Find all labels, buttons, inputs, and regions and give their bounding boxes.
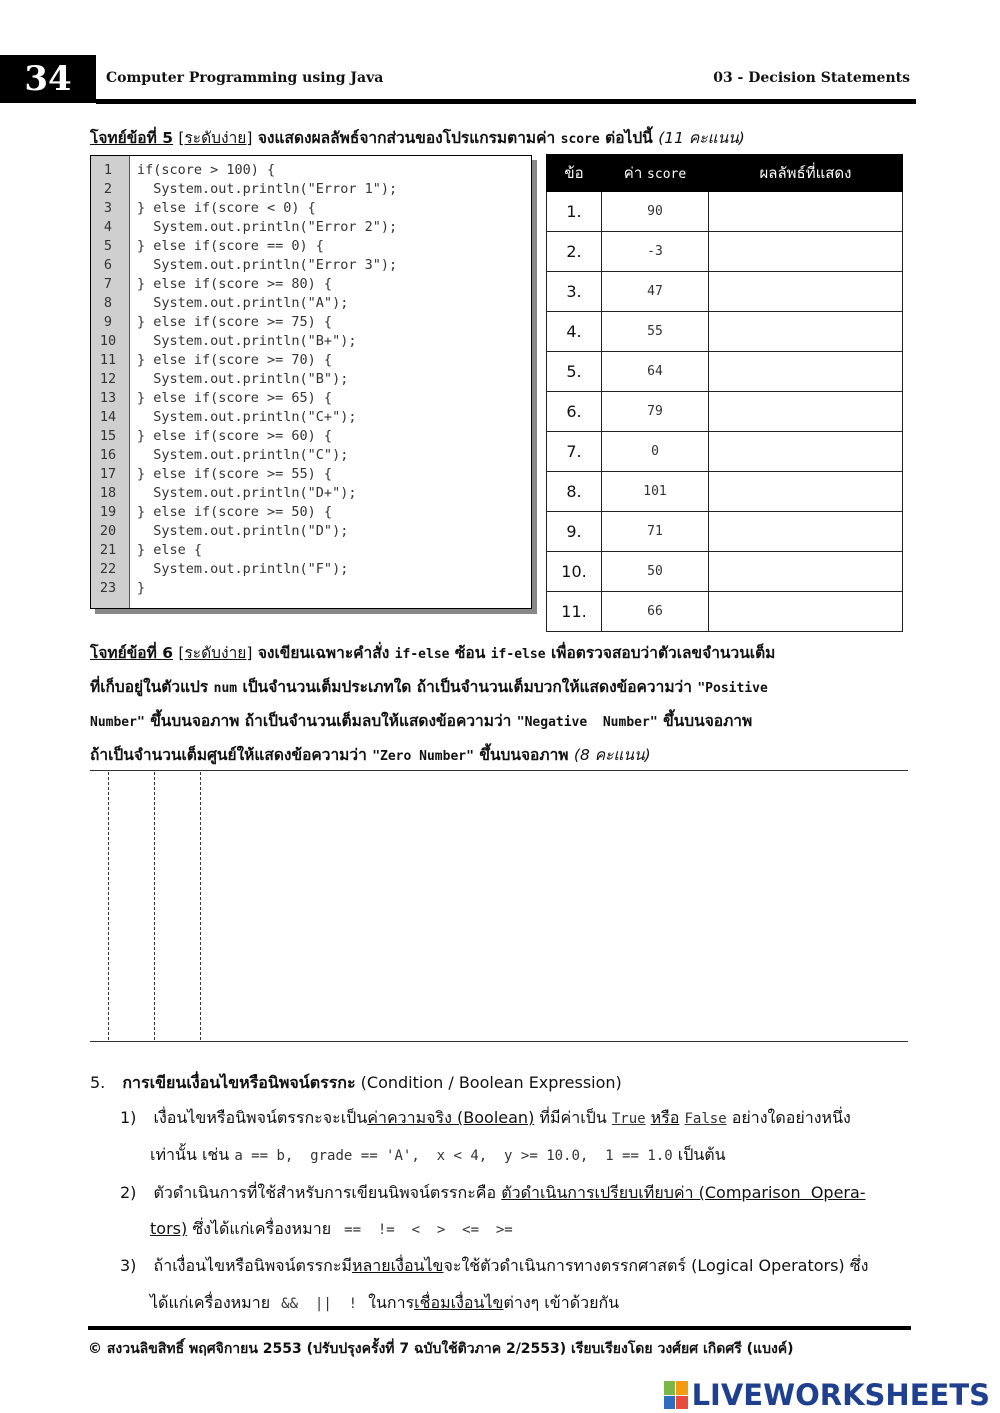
q5-label: โจทย์ข้อที่ 5 (90, 129, 174, 147)
line-number: 13 (99, 390, 117, 406)
q5-var: score (560, 132, 600, 147)
item-3-line-1 (120, 1254, 868, 1279)
liveworksheets-logo[interactable] (664, 1378, 990, 1412)
col-score-var: score (647, 167, 687, 182)
q6-line-2 (90, 674, 768, 699)
table-row (547, 312, 903, 352)
q6-code: "Negative Number" (516, 715, 658, 730)
table-row (547, 232, 903, 272)
line-number: 16 (99, 447, 117, 463)
q6-text: ขึ้นบนจอภาพ (663, 712, 753, 730)
score-value: 79 (602, 392, 709, 432)
book-title: Computer Programming using Java (106, 70, 384, 86)
code-text: System.out.println("B+"); (137, 333, 357, 349)
output-answer-cell[interactable] (709, 352, 903, 392)
item-1-line-2 (150, 1143, 726, 1168)
code-text: System.out.println("D"); (137, 523, 349, 539)
col-output: ผลลัพธ์ที่แสดง (709, 155, 903, 192)
table-row (547, 592, 903, 632)
code-text: System.out.println("Error 1"); (137, 181, 398, 197)
item-text-underlined: ตัวดำเนินการเปรียบเทียบค่า (Comparison Opera- (501, 1183, 866, 1202)
item-text: ตัวดำเนินการที่ใช้สำหรับการเขียนนิพจน์ตรรกะคือ (153, 1183, 497, 1202)
line-number: 20 (99, 523, 117, 539)
line-number: 14 (99, 409, 117, 425)
line-number: 18 (99, 485, 117, 501)
item-number: 1) (120, 1108, 137, 1127)
line-number: 12 (99, 371, 117, 387)
logo-square (664, 1396, 676, 1410)
item-code: False (684, 1111, 727, 1127)
code-line (91, 313, 531, 332)
answer-table (546, 154, 903, 632)
code-text: System.out.println("Error 3"); (137, 257, 398, 273)
code-text: } else { (137, 542, 203, 558)
code-text: } else if(score >= 60) { (137, 428, 333, 444)
code-line (91, 180, 531, 199)
code-line (91, 275, 531, 294)
section-title: การเขียนเงื่อนไขหรือนิพจน์ตรรกะ (122, 1073, 356, 1092)
item-1-line-1 (120, 1106, 851, 1131)
output-answer-cell[interactable] (709, 512, 903, 552)
logo-text: LIVEWORKSHEETS (691, 1378, 990, 1412)
code-line (91, 427, 531, 446)
item-text: เงื่อนไขหรือนิพจน์ตรรกะจะเป็น (153, 1108, 368, 1127)
col-score-prefix: ค่า (623, 164, 643, 182)
code-line (91, 294, 531, 313)
output-answer-cell[interactable] (709, 552, 903, 592)
item-code: && || ! (281, 1296, 358, 1312)
output-answer-cell[interactable] (709, 192, 903, 232)
code-line (91, 332, 531, 351)
footer-copyright: © สงวนลิขสิทธิ์ พฤศจิกายน 2553 (ปรับปรุงครั้งที่ 7 ฉบับใช้ติวภาค 2/2553) เรียบเรียงโดย วงศ์ยศ เกิดศรี (แบงค์) (88, 1341, 794, 1357)
code-line (91, 465, 531, 484)
table-row (547, 192, 903, 232)
item-code: a == b, grade == 'A', x < 4, y >= 10.0, 1 == 1.0 (234, 1148, 673, 1164)
q6-code: if-else (394, 647, 450, 662)
footer-rule (88, 1326, 911, 1330)
table-row (547, 352, 903, 392)
score-value: -3 (602, 232, 709, 272)
table-row (547, 272, 903, 312)
item-text-underlined: เชื่อมเงื่อนไข (414, 1293, 504, 1312)
q6-text: ถ้าเป็นจำนวนเต็มศูนย์ให้แสดงข้อความว่า (90, 746, 367, 764)
row-number: 6. (547, 392, 602, 432)
row-number: 7. (547, 432, 602, 472)
code-text: } else if(score < 0) { (137, 200, 316, 216)
row-number: 10. (547, 552, 602, 592)
code-line (91, 408, 531, 427)
output-answer-cell[interactable] (709, 392, 903, 432)
code-text: System.out.println("Error 2"); (137, 219, 398, 235)
line-number: 22 (99, 561, 117, 577)
q6-level: [ระดับง่าย] (178, 644, 253, 662)
q6-answer-area[interactable] (210, 776, 900, 1036)
section-title-en: (Condition / Boolean Expression) (360, 1073, 622, 1092)
code-line (91, 484, 531, 503)
line-number: 15 (99, 428, 117, 444)
item-text: ได้แก่เครื่องหมาย (150, 1293, 271, 1312)
header-rule (96, 99, 916, 104)
item-text-underlined: ค่าความจริง (Boolean) (367, 1108, 535, 1127)
line-number: 10 (99, 333, 117, 349)
q6-text: เพื่อตรวจสอบว่าตัวเลขจำนวนเต็ม (550, 644, 776, 662)
output-answer-cell[interactable] (709, 592, 903, 632)
output-answer-cell[interactable] (709, 432, 903, 472)
q6-line-1 (90, 640, 775, 665)
score-value: 50 (602, 552, 709, 592)
q6-label: โจทย์ข้อที่ 6 (90, 644, 174, 662)
output-answer-cell[interactable] (709, 272, 903, 312)
logo-square (664, 1381, 676, 1395)
q5-level: [ระดับง่าย] (178, 129, 253, 147)
answer-area-bottom-rule (90, 1041, 908, 1042)
row-number: 1. (547, 192, 602, 232)
item-number: 2) (120, 1183, 137, 1202)
item-number: 3) (120, 1256, 137, 1275)
row-number: 5. (547, 352, 602, 392)
line-number: 8 (103, 295, 113, 311)
code-line (91, 161, 531, 180)
page-number: 34 (0, 55, 96, 103)
col-score (602, 155, 709, 192)
table-row (547, 432, 903, 472)
code-line (91, 446, 531, 465)
item-2-line-1 (120, 1181, 866, 1206)
line-number: 17 (99, 466, 117, 482)
row-number: 3. (547, 272, 602, 312)
q6-code: num (213, 681, 238, 696)
indent-guide (108, 772, 109, 1040)
line-number: 21 (99, 542, 117, 558)
score-value: 66 (602, 592, 709, 632)
item-text: ที่มีค่าเป็น (539, 1108, 607, 1127)
indent-guide (154, 772, 155, 1040)
q6-code: Number" (90, 715, 145, 730)
item-text: ซึ่งได้แก่เครื่องหมาย (192, 1219, 332, 1238)
code-line (91, 503, 531, 522)
q5-text: จงแสดงผลลัพธ์จากส่วนของโปรแกรมตามค่า (257, 129, 556, 147)
code-line (91, 560, 531, 579)
item-text: อย่างใดอย่างหนึ่ง (731, 1108, 851, 1127)
code-text: System.out.println("C+"); (137, 409, 357, 425)
item-text-underlined: หรือ (650, 1108, 680, 1127)
answer-area-top-rule (90, 770, 908, 771)
q6-text: เป็นจำนวนเต็มประเภทใด ถ้าเป็นจำนวนเต็มบวกให้แสดงข้อความว่า (242, 678, 692, 696)
code-text: } else if(score >= 80) { (137, 276, 333, 292)
code-text: System.out.println("A"); (137, 295, 349, 311)
q5-text2: ต่อไปนี้ (605, 129, 653, 147)
q6-code: "Zero Number" (372, 749, 474, 764)
code-line (91, 389, 531, 408)
item-3-line-2 (150, 1291, 619, 1316)
output-answer-cell[interactable] (709, 232, 903, 272)
code-text: } else if(score >= 65) { (137, 390, 333, 406)
code-text: System.out.println("D+"); (137, 485, 357, 501)
output-answer-cell[interactable] (709, 312, 903, 352)
item-2-line-2 (150, 1217, 513, 1242)
q5-prompt (90, 125, 745, 150)
line-number: 19 (99, 504, 117, 520)
code-line (91, 218, 531, 237)
section-5-heading (90, 1071, 622, 1096)
item-code: True (611, 1111, 646, 1127)
table-row (547, 552, 903, 592)
liveworksheets-icon (664, 1381, 688, 1409)
item-text-underlined: หลายเงื่อนไข (351, 1256, 444, 1275)
item-text-underlined: tors) (150, 1219, 188, 1238)
code-line (91, 370, 531, 389)
q6-code: "Positive (697, 681, 768, 696)
code-text: } else if(score >= 50) { (137, 504, 333, 520)
logo-square (676, 1396, 688, 1410)
line-number: 6 (103, 257, 113, 273)
score-value: 47 (602, 272, 709, 312)
line-number: 9 (103, 314, 113, 330)
q5-points: (11 คะแนน) (658, 129, 745, 147)
row-number: 8. (547, 472, 602, 512)
line-number: 1 (103, 162, 113, 178)
q6-text: จงเขียนเฉพาะคำสั่ง (257, 644, 390, 662)
code-text: } else if(score >= 75) { (137, 314, 333, 330)
code-line (91, 541, 531, 560)
code-line (91, 256, 531, 275)
q6-text: ขึ้นบนจอภาพ ถ้าเป็นจำนวนเต็มลบให้แสดงข้อความว่า (150, 712, 512, 730)
item-code: == != < > <= >= (344, 1222, 513, 1238)
output-answer-cell[interactable] (709, 472, 903, 512)
item-text: เป็นต้น (677, 1145, 726, 1164)
row-number: 2. (547, 232, 602, 272)
code-line (91, 579, 531, 598)
code-text: } else if(score >= 70) { (137, 352, 333, 368)
score-value: 101 (602, 472, 709, 512)
q6-line-3 (90, 708, 752, 733)
indent-guide (200, 772, 201, 1040)
score-value: 0 (602, 432, 709, 472)
code-text: System.out.println("C"); (137, 447, 349, 463)
row-number: 11. (547, 592, 602, 632)
code-text: System.out.println("F"); (137, 561, 349, 577)
q6-code: if-else (490, 647, 546, 662)
code-text: if(score > 100) { (137, 162, 276, 178)
table-row (547, 472, 903, 512)
item-text: เท่านั้น เช่น (150, 1145, 230, 1164)
score-value: 64 (602, 352, 709, 392)
row-number: 9. (547, 512, 602, 552)
code-line (91, 522, 531, 541)
table-row (547, 512, 903, 552)
code-line (91, 199, 531, 218)
code-text: } (137, 580, 146, 596)
logo-square (676, 1381, 688, 1395)
line-number: 3 (103, 200, 113, 216)
item-text: ต่างๆ เข้าด้วยกัน (503, 1293, 620, 1312)
code-text: System.out.println("B"); (137, 371, 349, 387)
table-row (547, 392, 903, 432)
q6-text: ที่เก็บอยู่ในตัวแปร (90, 678, 209, 696)
answer-table-header (547, 155, 903, 192)
line-number: 23 (99, 580, 117, 596)
q6-text: ซ้อน (454, 644, 486, 662)
line-number: 5 (103, 238, 113, 254)
col-no: ข้อ (547, 155, 602, 192)
line-number: 11 (99, 352, 117, 368)
q6-points: (8 คะแนน) (573, 746, 651, 764)
code-listing (90, 155, 532, 609)
line-number: 4 (103, 219, 113, 235)
code-text: } else if(score >= 55) { (137, 466, 333, 482)
section-number: 5. (90, 1073, 106, 1092)
item-text: ถ้าเงื่อนไขหรือนิพจน์ตรรกะมี (153, 1256, 352, 1275)
score-value: 71 (602, 512, 709, 552)
code-line (91, 237, 531, 256)
chapter-title: 03 - Decision Statements (713, 70, 910, 86)
q6-text: ขึ้นบนจอภาพ (479, 746, 569, 764)
code-line (91, 351, 531, 370)
item-text: ในการ (368, 1293, 415, 1312)
line-number: 7 (103, 276, 113, 292)
score-value: 90 (602, 192, 709, 232)
q6-line-4 (90, 742, 651, 767)
code-text: } else if(score == 0) { (137, 238, 324, 254)
score-value: 55 (602, 312, 709, 352)
line-number: 2 (103, 181, 113, 197)
row-number: 4. (547, 312, 602, 352)
item-text: จะใช้ตัวดำเนินการทางตรรกศาสตร์ (Logical Operators) ซึ่ง (443, 1256, 869, 1275)
